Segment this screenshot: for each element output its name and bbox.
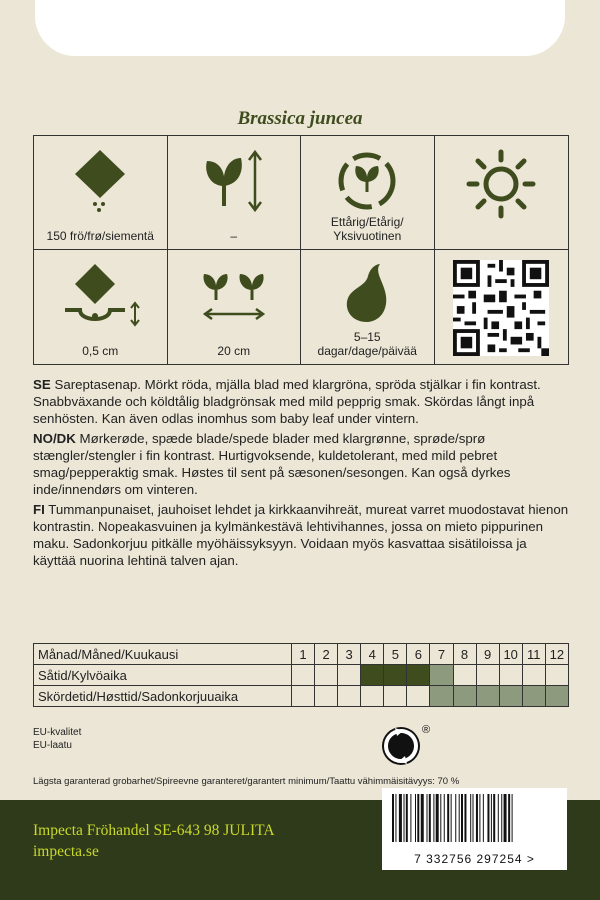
month-cell: 4 — [361, 644, 384, 665]
harvest-period-cell — [453, 686, 476, 707]
calendar-cell — [453, 665, 476, 686]
eu-quality-line-2: EU-laatu — [33, 740, 72, 751]
barcode-bar — [404, 794, 405, 842]
sun-cell — [435, 136, 569, 250]
barcode-bar — [399, 794, 402, 842]
calendar-header-row — [34, 644, 569, 665]
month-cell: 5 — [384, 644, 407, 665]
calendar-cell — [338, 665, 361, 686]
plant-spacing-icon — [194, 260, 274, 330]
calendar-cell — [384, 686, 407, 707]
life-cycle-caption: Ettårig/Etårig/ Yksivuotinen — [330, 215, 404, 243]
barcode-bars — [392, 794, 552, 842]
barcode-bar — [455, 794, 456, 842]
harvest-period-cell — [476, 686, 499, 707]
month-cell: 12 — [545, 644, 568, 665]
barcode-bar — [395, 794, 396, 842]
lang-code-nodk: NO/DK — [33, 431, 76, 446]
eu-quality — [33, 726, 81, 752]
calendar-cell — [291, 665, 314, 686]
description-nodk — [33, 430, 573, 498]
company-website[interactable]: impecta.se — [33, 843, 99, 860]
description-se — [33, 376, 573, 427]
description-block — [33, 376, 573, 572]
calendar-cell — [499, 665, 522, 686]
qr-code-icon[interactable] — [453, 260, 549, 356]
seed-packet-icon — [65, 146, 135, 216]
month-cell: 3 — [338, 644, 361, 665]
calendar-cell — [315, 686, 338, 707]
calendar-cell — [361, 686, 384, 707]
barcode-number: 7 332756 297254 > — [414, 852, 535, 866]
barcode-bar — [498, 794, 499, 842]
harvest-row-label: Skördetid/Høsttid/Sadonkorjuuaika — [34, 686, 292, 707]
barcode-bar — [444, 794, 445, 842]
germination-icon — [332, 260, 402, 330]
barcode-bar — [415, 794, 416, 842]
barcode-bar — [491, 794, 492, 842]
month-cell: 2 — [315, 644, 338, 665]
barcode-bar — [436, 794, 439, 842]
sowing-depth-icon — [55, 260, 145, 330]
plant-height-caption: – — [230, 229, 238, 243]
company-address: Impecta Fröhandel SE-643 98 JULITA — [33, 822, 275, 839]
barcode-bar — [421, 794, 424, 842]
month-cell: 8 — [453, 644, 476, 665]
barcode-bar — [504, 794, 507, 842]
barcode-bar — [508, 794, 510, 842]
barcode-bar — [501, 794, 502, 842]
calendar-cell — [476, 665, 499, 686]
calendar-harvest-row — [34, 686, 569, 707]
life-cycle-cell — [301, 136, 435, 250]
barcode-bar — [392, 794, 394, 842]
month-cell: 6 — [407, 644, 430, 665]
sowing-calendar — [33, 643, 569, 707]
sowing-depth-cell — [34, 250, 168, 364]
barcode-bar — [429, 794, 431, 842]
barcode-bar — [459, 794, 460, 842]
sowing-period-cell — [384, 665, 407, 686]
barcode-bar — [483, 794, 484, 842]
harvest-period-cell — [430, 686, 453, 707]
qr-cell — [435, 250, 569, 364]
barcode-bar — [417, 794, 419, 842]
registered-mark: ® — [422, 724, 431, 736]
barcode-bar — [476, 794, 478, 842]
calendar-month-label: Månad/Måned/Kuukausi — [34, 644, 292, 665]
description-fi-text: Tummanpunaiset, jauhoiset lehdet ja kirkkaanvihreät, mureat varret muodostavat hienon kontrastin. Nopeakasvuinen ja kylmänkestävä lehtivihannes, jossa on mieto pippurinen maku. Sadonkorjuu pitkälle myöhäissyksyyn. Voidaan myös kasvattaa sisätiloissa ja käyttää nuorina lehtinä talven ajan. — [33, 502, 569, 568]
sowing-period-cell — [361, 665, 384, 686]
plant-spacing-caption: 20 cm — [217, 344, 251, 358]
calendar-cell — [338, 686, 361, 707]
species-name: Brassica juncea — [237, 108, 363, 129]
calendar-cell — [291, 686, 314, 707]
germination-caption: 5–15 dagar/dage/päivää — [317, 330, 417, 358]
barcode-bar — [406, 794, 408, 842]
barcode-bar — [473, 794, 474, 842]
sun-icon — [463, 146, 539, 222]
description-fi — [33, 501, 573, 569]
lang-code-fi: FI — [33, 502, 45, 517]
seed-count-cell — [34, 136, 168, 250]
month-cell: 11 — [522, 644, 545, 665]
month-cell: 7 — [430, 644, 453, 665]
green-dot-recycling-icon — [381, 722, 435, 770]
barcode-bar — [470, 794, 471, 842]
barcode-bar — [464, 794, 466, 842]
plant-height-cell — [168, 136, 302, 250]
barcode-bar — [487, 794, 489, 842]
barcode-bar — [451, 794, 452, 842]
description-se-text: Sareptasenap. Mörkt röda, mjälla blad med klargröna, spröda stjälkar i fin kontrast. Snabbväxande och köldtålig bladgrönsak med mild pepprig smak. Skördas långt inpå senhösten. Kan även odlas inomhus som baby leaf under vintern. — [33, 377, 541, 426]
harvest-period-cell — [545, 686, 568, 707]
barcode-bar — [479, 794, 480, 842]
barcode-bar — [410, 794, 411, 842]
month-cell: 1 — [291, 644, 314, 665]
barcode-bar — [427, 794, 428, 842]
barcode — [382, 788, 567, 870]
description-nodk-text: Mørkerøde, spæde blade/spede blader med klargrønne, sprøde/sprø stængler/stengler i fin kontrast. Hurtigvoksende, kuldetolerant, med mild pebret smag/pepperaktig smak. Høstes til sent på sæsonen/sesongen. Kan også dyrkes inde/innendørs om vinteren. — [33, 431, 511, 497]
lang-code-se: SE — [33, 377, 51, 392]
barcode-bar — [440, 794, 441, 842]
germination-cell — [301, 250, 435, 364]
calendar-cell — [407, 686, 430, 707]
info-icon-grid — [33, 135, 569, 365]
harvest-period-cell — [499, 686, 522, 707]
sowing-row-label: Såtid/Kylvöaika — [34, 665, 292, 686]
barcode-bar — [433, 794, 434, 842]
annual-cycle-icon — [332, 146, 402, 216]
barcode-bar — [493, 794, 495, 842]
sowing-period-cell — [407, 665, 430, 686]
calendar-cell — [545, 665, 568, 686]
seed-count-caption: 150 frö/frø/siementä — [46, 229, 154, 243]
calendar-cell — [315, 665, 338, 686]
month-cell: 9 — [476, 644, 499, 665]
calendar-cell — [522, 665, 545, 686]
barcode-bar — [512, 794, 513, 842]
harvest-period-cell — [522, 686, 545, 707]
germination-guarantee: Lägsta garanterad grobarhet/Spireevne garanteret/garantert minimum/Taattu vähimmäisitävyys: 70 % — [33, 776, 460, 787]
packet-top-tab — [35, 0, 565, 56]
month-cell: 10 — [499, 644, 522, 665]
eu-quality-line-1: EU-kvalitet — [33, 727, 82, 738]
barcode-bar — [447, 794, 449, 842]
plant-spacing-cell — [168, 250, 302, 364]
barcode-bar — [461, 794, 463, 842]
harvest-period-cell — [430, 665, 453, 686]
calendar-sowing-row — [34, 665, 569, 686]
plant-height-icon — [199, 146, 269, 216]
sowing-depth-caption: 0,5 cm — [82, 344, 119, 358]
